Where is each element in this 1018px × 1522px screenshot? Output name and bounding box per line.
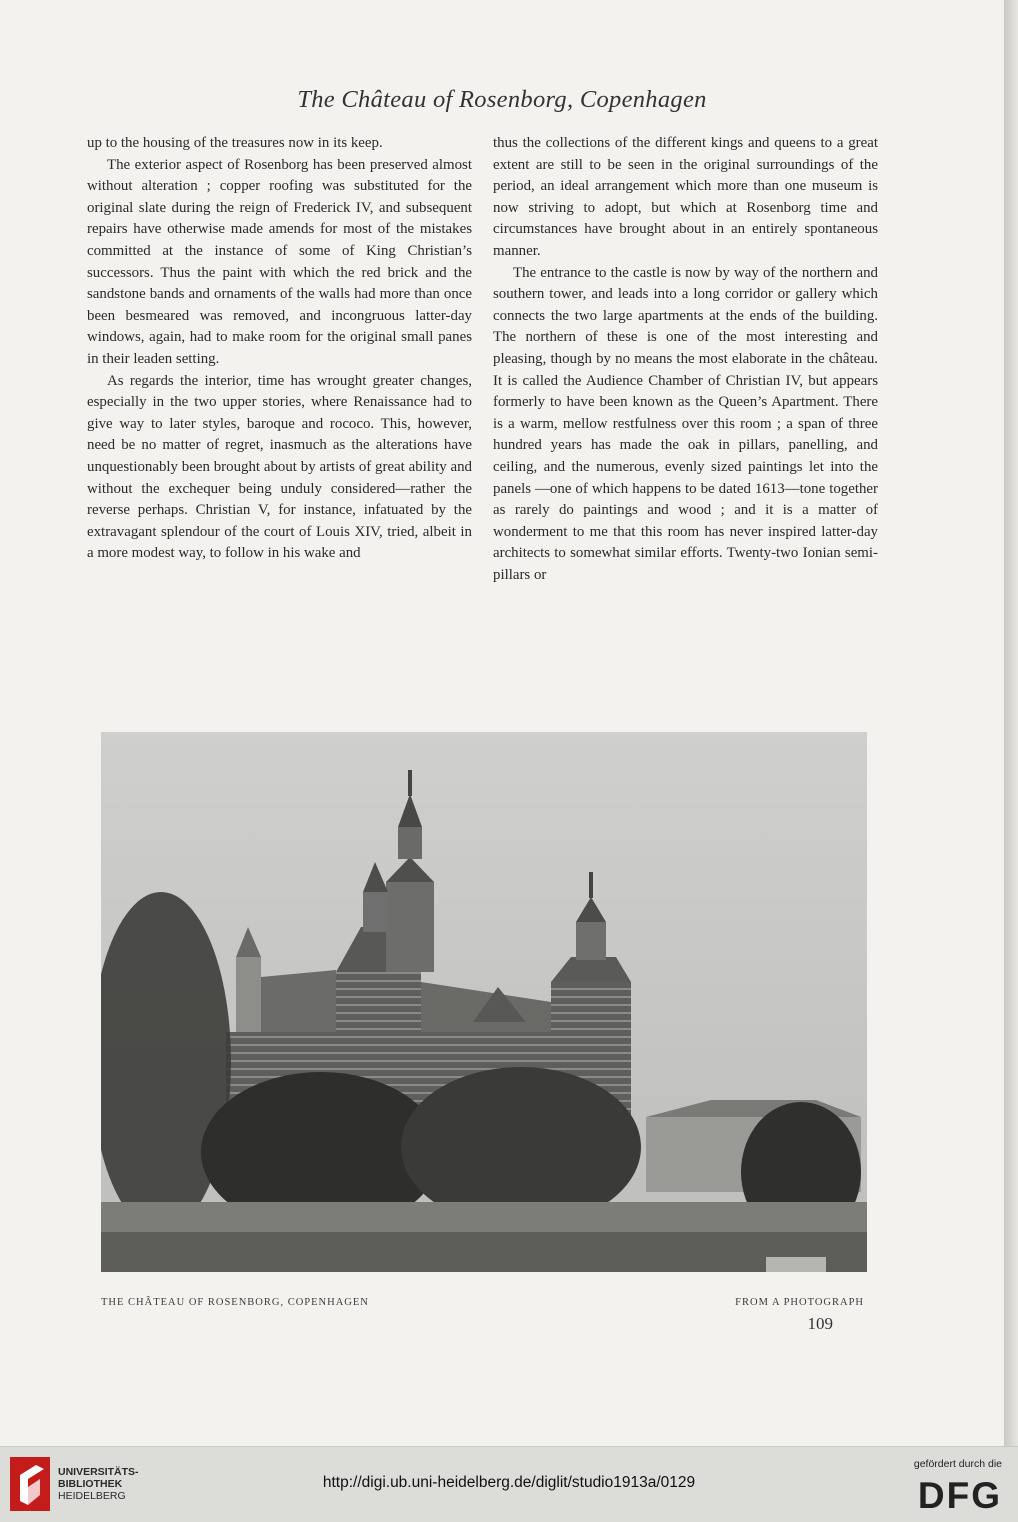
library-line: UNIVERSITÄTS- [58,1466,139,1478]
chateau-photograph [101,732,867,1272]
photo-credit: FROM A PHOTOGRAPH [735,1297,864,1308]
page-edge [1004,0,1018,1446]
footer-bar [0,1446,1018,1522]
left-text-column [87,133,472,565]
paragraph: The exterior aspect of Rosenborg has been preserved almost without alteration ; copper roofing was substituted for the original slate during the reign of Frederick IV, and subsequent repairs have otherwise made amends for most of the mistakes committed at the instance of some of King Christian’s successors. Thus the paint with which the red brick and the sandstone bands and ornaments of the walls had more than once been besmeared was removed, and incongruous latter-day windows, again, had to make room for the original small panes in their leaden setting. [87,156,472,367]
permalink-url[interactable]: http://digi.ub.uni-heidelberg.de/diglit/studio1913a/0129 [322,1474,696,1491]
funding-label: gefördert durch die [913,1458,1002,1470]
paragraph: up to the housing of the treasures now in its keep. [87,135,383,151]
right-text-column [493,133,878,586]
photo-caption: THE CHÂTEAU OF ROSENBORG, COPENHAGEN [101,1297,369,1308]
running-title: The Château of Rosenborg, Copenhagen [297,86,707,113]
page-number: 109 [807,1314,833,1333]
paragraph: As regards the interior, time has wrought greater changes, especially in the two upper stories, where Renaissance had to give way to later styles, baroque and rococo. This, however, need be no matter of regret, inasmuch as the alterations have unquestionably been brought about by artists of great ability and without the exchequer being unduly considered—rather the reverse perhaps. Christian V, for instance, infatuated by the extravagant splendour of the court of Louis XIV, tried, albeit in a more modest way, to follow in his wake and [87,372,472,562]
library-line: BIBLIOTHEK [58,1478,123,1490]
library-line: HEIDELBERG [58,1490,126,1502]
paragraph: The entrance to the castle is now by way of the northern and southern tower, and leads into a long corridor or gallery which connects the two large apartments at the ends of the building. The northern of these is one of the most interesting and pleasing, though by no means the most elaborate in the château. It is called the Audience Chamber of Christian IV, but appears formerly to have been known as the Queen’s Apartment. There is a warm, mellow restfulness over this room ; a span of three hundred years has made the oak in pillars, panelling, and ceiling, and the numerous, evenly sized paintings let into the panels —one of which happens to be dated 1613—tone together as rarely do paintings and wood ; and it is a matter of wonderment to me that this room has never inspired latter-day architects to somewhat similar efforts. Twenty-two Ionian semi-pillars or [493,264,878,583]
dfg-logo: DFG [917,1475,1002,1516]
paragraph: thus the collections of the different kings and queens to a great extent are still to be seen in the original surroundings of the period, an ideal arrangement which more than one museum is now striving to adopt, but which at Rosenborg time and circumstances have brought about in an entirely spontaneous manner. [493,135,878,259]
